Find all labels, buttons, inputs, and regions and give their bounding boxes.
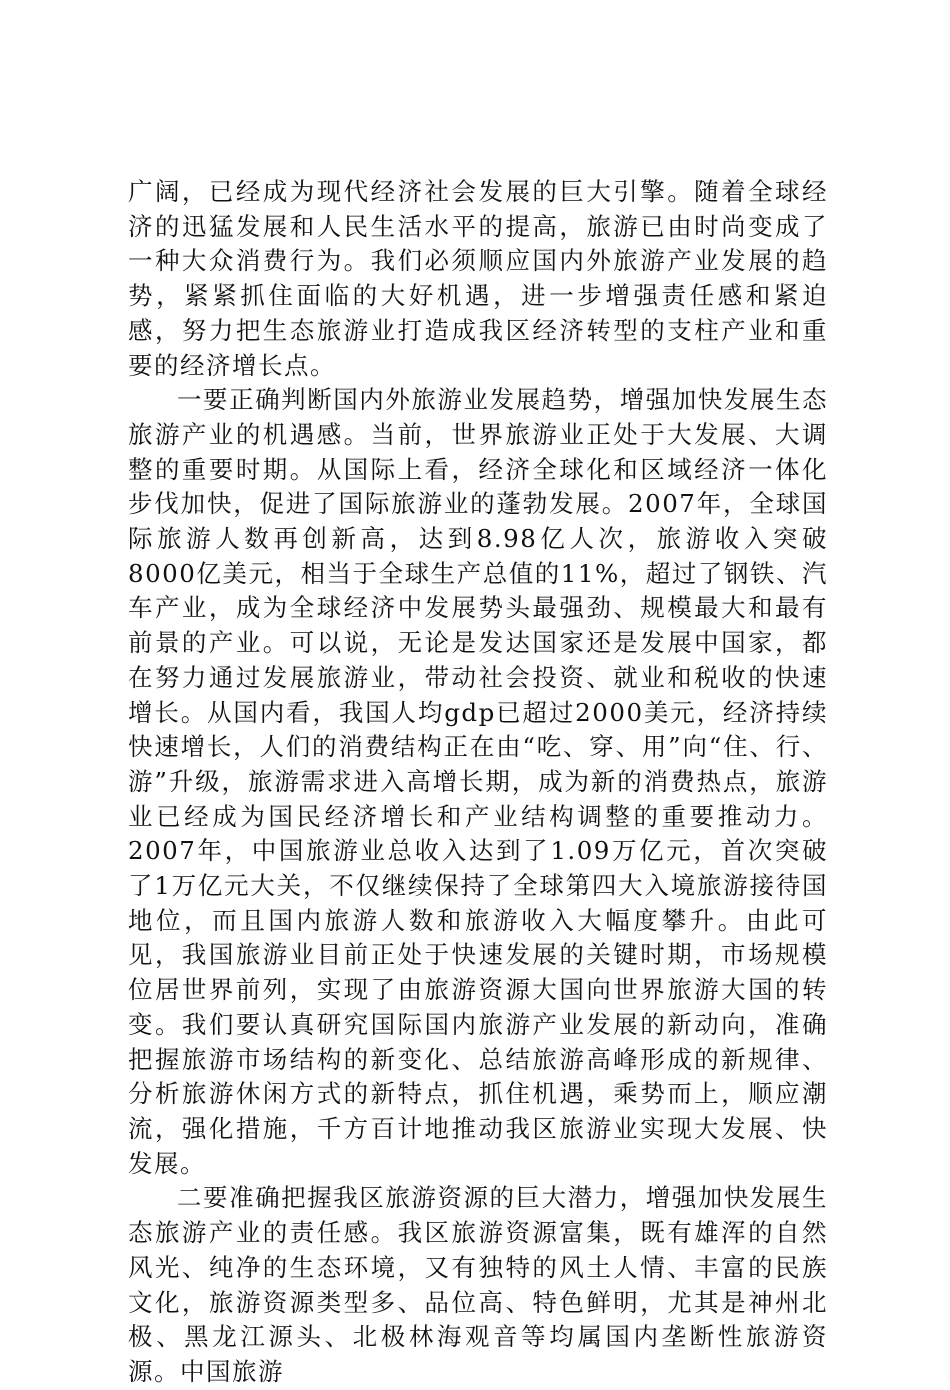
paragraph-tourism-resources: 二要准确把握我区旅游资源的巨大潜力，增强加快发展生态旅游产业的责任感。我区旅游资源富集，既有雄浑的自然风光、纯净的生态环境，又有独特的风土人情、丰富的民族文化，旅游资源类型多、品位高、特色鲜明，尤其是神州北极、黑龙江源头、北极林海观音等均属国内垄断性旅游资源。中国旅游 [128, 1183, 828, 1386]
paragraph-tourism-trends: 一要正确判断国内外旅游业发展趋势，增强加快发展生态旅游产业的机遇感。当前，世界旅游业正处于大发展、大调整的重要时期。从国际上看，经济全球化和区域经济一体化步伐加快，促进了国际旅游业的蓬勃发展。2007年，全球国际旅游人数再创新高，达到8.98亿人次，旅游收入突破8000亿美元，相当于全球生产总值的11%，超过了钢铁、汽车产业，成为全球经济中发展势头最强劲、规模最大和最有前景的产业。可以说，无论是发达国家还是发展中国家，都在努力通过发展旅游业，带动社会投资、就业和税收的快速增长。从国内看，我国人均gdp已超过2000美元，经济持续快速增长，人们的消费结构正在由“吃、穿、用”向“住、行、游”升级，旅游需求进入高增长期，成为新的消费热点，旅游业已经成为国民经济增长和产业结构调整的重要推动力。2007年，中国旅游业总收入达到了1.09万亿元，首次突破了1万亿元大关，不仅继续保持了全球第四大入境旅游接待国地位，而且国内旅游人数和旅游收入大幅度攀升。由此可见，我国旅游业目前正处于快速发展的关键时期，市场规模位居世界前列，实现了由旅游资源大国向世界旅游大国的转变。我们要认真研究国际国内旅游产业发展的新动向，准确把握旅游市场结构的新变化、总结旅游高峰形成的新规律、分析旅游休闲方式的新特点，抓住机遇，乘势而上，顺应潮流，强化措施，千方百计地推动我区旅游业实现大发展、快发展。 [128, 385, 828, 1178]
paragraph-continuation: 广阔，已经成为现代经济社会发展的巨大引擎。随着全球经济的迅猛发展和人民生活水平的提高，旅游已由时尚变成了一种大众消费行为。我们必须顺应国内外旅游产业发展的趋势，紧紧抓住面临的大好机遇，进一步增强责任感和紧迫感，努力把生态旅游业打造成我区经济转型的支柱产业和重要的经济增长点。 [128, 177, 828, 380]
document-body [128, 175, 828, 1390]
